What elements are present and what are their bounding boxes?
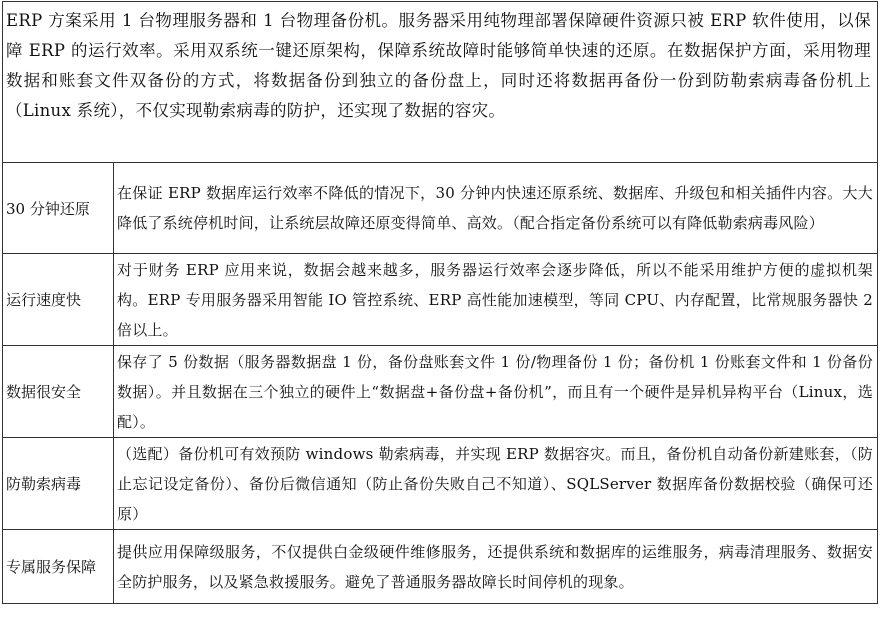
row-label: 数据很安全 [3, 346, 114, 438]
table-row [3, 438, 878, 530]
row-label: 专属服务保障 [3, 530, 114, 604]
row-content: 对于财务 ERP 应用来说，数据会越来越多，服务器运行效率会逐步降低，所以不能采用维护方便的虚拟机架构。ERP 专用服务器采用智能 IO 管控系统、ERP 高性能加速模型，等同 CPU、内存配置，比常规服务器快 2 倍以上。 [114, 254, 878, 346]
intro-row [3, 2, 878, 163]
table-row [3, 530, 878, 604]
row-label: 运行速度快 [3, 254, 114, 346]
row-content: （选配）备份机可有效预防 windows 勒索病毒，并实现 ERP 数据容灾。而且，备份机自动备份新建账套，（防止忘记设定备份）、备份后微信通知（防止备份失败自己不知道）、SQLServer 数据库备份数据校验（确保可还原） [114, 438, 878, 530]
row-content: 保存了 5 份数据（服务器数据盘 1 份，备份盘账套文件 1 份/物理备份 1 份；备份机 1 份账套文件和 1 份备份数据）。并且数据在三个独立的硬件上“数据盘+备份盘+备份机”，而且有一个硬件是异机异构平台（Linux，选配）。 [114, 346, 878, 438]
table-row [3, 163, 878, 254]
row-label: 防勒索病毒 [3, 438, 114, 530]
solution-table [2, 1, 878, 604]
table-row [3, 254, 878, 346]
intro-cell [3, 2, 878, 163]
row-content: 提供应用保障级服务，不仅提供白金级硬件维修服务，还提供系统和数据库的运维服务，病毒清理服务、数据安全防护服务，以及紧急救援服务。避免了普通服务器故障长时间停机的现象。 [114, 530, 878, 604]
intro-paragraph: ERP 方案采用 1 台物理服务器和 1 台物理备份机。服务器采用纯物理部署保障硬件资源只被 ERP 软件使用，以保障 ERP 的运行效率。采用双系统一键还原架构，保障系统故障时能够简单快速的还原。在数据保护方面，采用物理数据和账套文件双备份的方式，将数据备份到独立的备份盘上，同时还将数据再备份一份到防勒索病毒备份机上（Linux 系统），不仅实现勒索病毒的防护，还实现了数据的容灾。 [6, 11, 871, 120]
row-content: 在保证 ERP 数据库运行效率不降低的情况下，30 分钟内快速还原系统、数据库、升级包和相关插件内容。大大降低了系统停机时间，让系统层故障还原变得简单、高效。（配合指定备份系统可以有降低勒索病毒风险） [114, 163, 878, 254]
table-row [3, 346, 878, 438]
row-label: 30 分钟还原 [3, 163, 114, 254]
